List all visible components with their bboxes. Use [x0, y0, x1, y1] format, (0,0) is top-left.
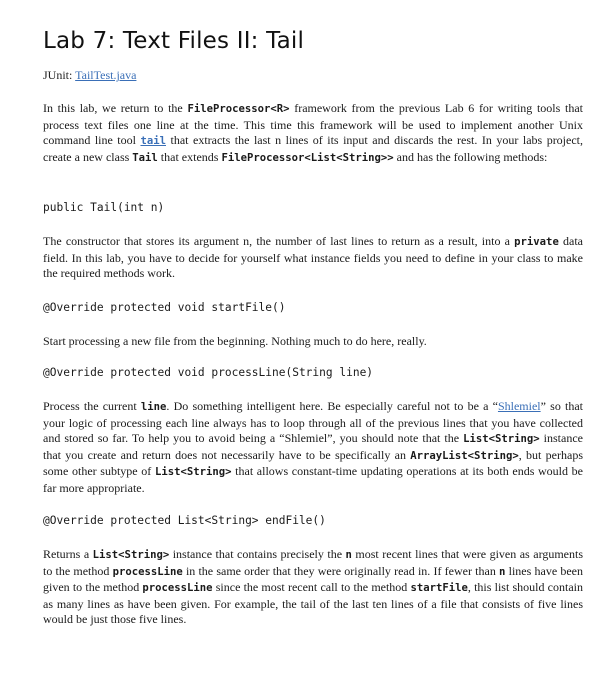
startfile-description: Start processing a new file from the beginning. Nothing much to do here, really.: [43, 334, 427, 348]
junit-line: [43, 68, 136, 83]
endfile-description: Returns a List<String> instance that contains precisely the n most recent lines that were given as arguments to the method processLine in the same order that they were originally read in. If fewer than n lines have been given to the method processLine since the most recent call to the method startFile, this list should contain as many lines as have been given. For example, the tail of the last ten lines of a file that consists of five lines would be just those five lines.: [43, 547, 584, 627]
code-list-string: List<String>: [463, 433, 540, 446]
processline-description: Process the current line. Do something intelligent here. Be especially careful not to be a “Shlemiel” so that your logic of processing each line always has to loop through all of the previous lines that you have collected and stored so far. To help you to avoid being a “Shlemiel”, you should note that the List<String> instance that you create and return does not necessarily have to be specifically an ArrayList<String>, but perhaps some other subtype of List<String> that allows constant-time updating operations at its both ends would be far more appropriate.: [43, 399, 584, 495]
junit-label: JUnit:: [43, 68, 73, 82]
code-fileprocessor: FileProcessor<R>: [187, 103, 290, 115]
signature-processline: @Override protected void processLine(String line): [43, 366, 374, 379]
junit-test-link[interactable]: TailTest.java: [75, 68, 137, 82]
code-processline: processLine: [112, 565, 183, 578]
signature-constructor: public Tail(int n): [43, 201, 165, 214]
code-n-2: n: [499, 565, 506, 578]
tail-link[interactable]: tail: [140, 135, 166, 148]
code-processline-2: processLine: [142, 582, 213, 595]
code-tail: Tail: [132, 151, 158, 164]
page-title: Lab 7: Text Files II: Tail: [43, 28, 305, 54]
code-line: line: [140, 401, 167, 413]
code-n: n: [345, 549, 352, 561]
code-list-string-3: List<String>: [92, 549, 170, 561]
code-arraylist-string: ArrayList<String>: [410, 449, 519, 462]
constructor-description: The constructor that stores its argument n, the number of last lines to return as a result, into a private data field. In this lab, you have to decide for yourself what instance fields you need to define in your class to make the required methods work.: [43, 234, 583, 281]
signature-startfile: @Override protected void startFile(): [43, 301, 286, 314]
code-list-string-2: List<String>: [154, 466, 232, 479]
code-startfile: startFile: [410, 582, 468, 595]
shlemiel-link[interactable]: Shlemiel: [497, 399, 541, 413]
code-private: private: [514, 236, 559, 248]
intro-paragraph: In this lab, we return to the FileProcessor<R> framework from the previous Lab 6 for writing tools that process text files one line at the time. This time this framework will be used to implement another Unix command line tool tail that extracts the last n lines of its input and discards the rest. In your labs project, create a new class Tail that extends FileProcessor<List<String>> and has the following methods:: [43, 101, 584, 164]
signature-endfile: @Override protected List<String> endFile(): [43, 514, 326, 527]
code-fileprocessor-list: FileProcessor<List<String>>: [221, 151, 394, 164]
